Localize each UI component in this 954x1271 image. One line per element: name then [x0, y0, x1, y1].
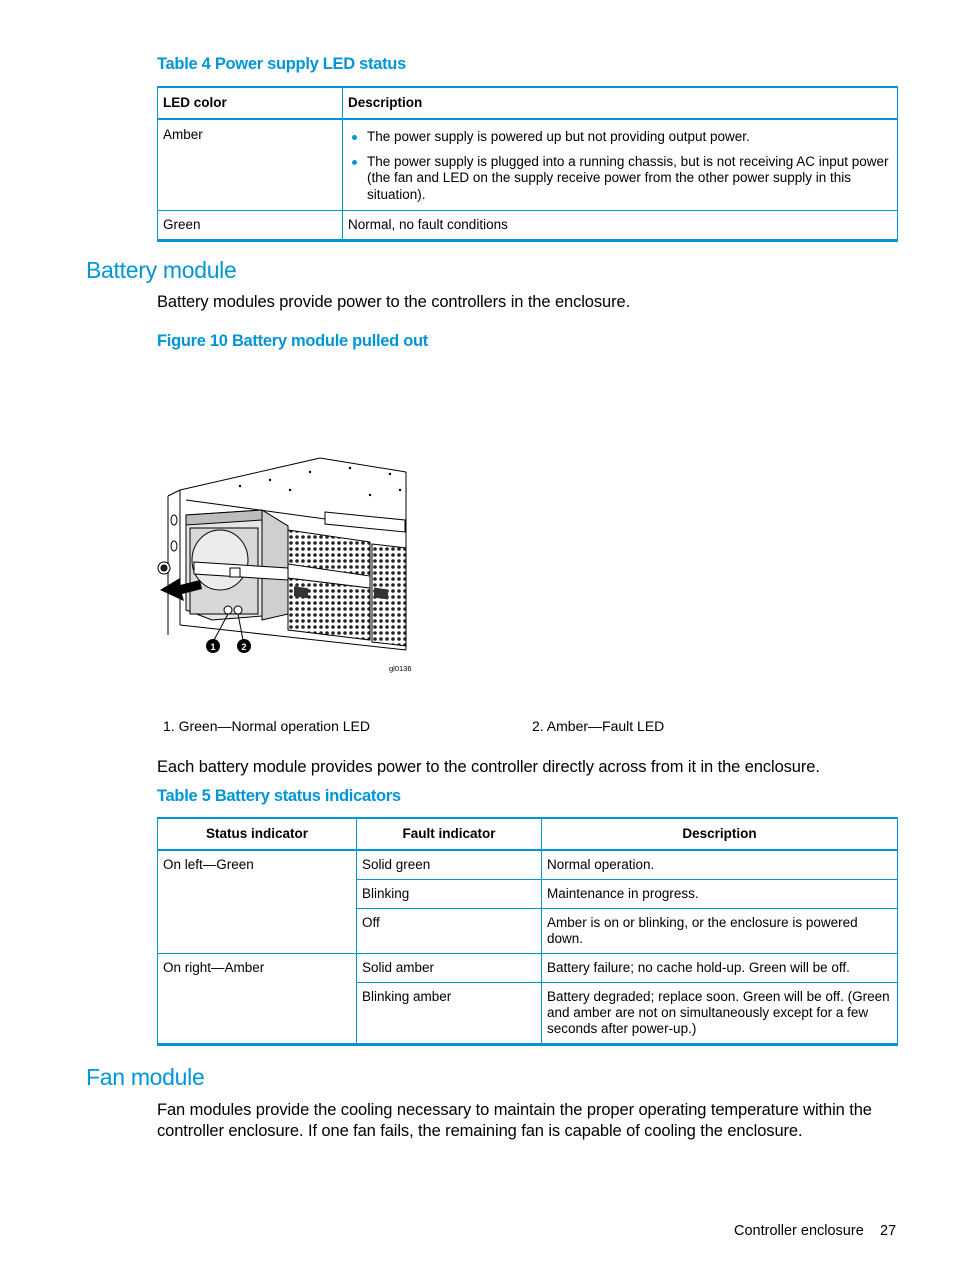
fault-cell: Solid amber [357, 954, 542, 983]
table5-caption: Table 5 Battery status indicators [157, 787, 401, 805]
led-color-cell: Amber [158, 119, 343, 211]
description-cell: Amber is on or blinking, or the enclosure is powered down. [542, 909, 898, 954]
table-row [158, 119, 898, 211]
power-supply-led-table [157, 86, 898, 242]
list-item: The power supply is powered up but not providing output power. [348, 129, 892, 146]
table-row [158, 850, 898, 880]
description-cell: Maintenance in progress. [542, 880, 898, 909]
fault-cell: Solid green [357, 850, 542, 880]
table5-header-status: Status indicator [158, 818, 357, 850]
footer-section-name: Controller enclosure [734, 1223, 864, 1239]
battery-intro-text: Battery modules provide power to the controllers in the enclosure. [157, 293, 631, 311]
figure-id: gl0136 [389, 664, 412, 673]
battery-after-text: Each battery module provides power to the controller directly across from it in the enclosure. [157, 758, 820, 776]
list-item: The power supply is plugged into a running chassis, but is not receiving AC input power (the fan and LED on the supply receive power from the other power supply in this situation). [348, 154, 892, 204]
callout-1-label: 1 [210, 642, 216, 652]
fault-cell: Blinking [357, 880, 542, 909]
table5-header-description: Description [542, 818, 898, 850]
legend-item-2: 2. Amber—Fault LED [532, 718, 665, 734]
table-row [158, 954, 898, 983]
table4-header-description: Description [343, 87, 898, 119]
battery-module-heading: Battery module [86, 257, 237, 283]
led-color-cell: Green [158, 211, 343, 241]
callout-2 [237, 639, 251, 653]
description-cell [343, 119, 898, 211]
battery-module-body [186, 510, 288, 620]
description-cell: Normal, no fault conditions [343, 211, 898, 241]
table4-caption: Table 4 Power supply LED status [157, 55, 406, 73]
label-plate [325, 512, 405, 532]
description-cell: Battery degraded; replace soon. Green will be off. (Green and amber are not on simultaneously except for a few seconds after power-up.) [542, 983, 898, 1045]
description-cell: Normal operation. [542, 850, 898, 880]
fault-cell: Blinking amber [357, 983, 542, 1045]
figure10-caption: Figure 10 Battery module pulled out [157, 332, 428, 350]
fan-module-heading: Fan module [86, 1064, 205, 1090]
fault-cell: Off [357, 909, 542, 954]
description-cell: Battery failure; no cache hold-up. Green will be off. [542, 954, 898, 983]
status-cell: On right—Amber [158, 954, 357, 1045]
table-row [158, 211, 898, 241]
callout-2-label: 2 [241, 642, 247, 652]
page-number: 27 [880, 1223, 897, 1239]
battery-module-illustration [150, 450, 420, 680]
fan-module-text: Fan modules provide the cooling necessary to maintain the proper operating temperature within the controller enclosure. If one fan fails, the remaining fan is capable of cooling the enclosure. [157, 1101, 872, 1140]
callout-1 [206, 639, 220, 653]
bullet-list [348, 129, 892, 203]
table5-header-fault: Fault indicator [357, 818, 542, 850]
table4-header-led-color: LED color [158, 87, 343, 119]
legend-item-1: 1. Green—Normal operation LED [163, 718, 370, 734]
battery-status-table [157, 817, 898, 1046]
status-cell: On left—Green [158, 850, 357, 954]
